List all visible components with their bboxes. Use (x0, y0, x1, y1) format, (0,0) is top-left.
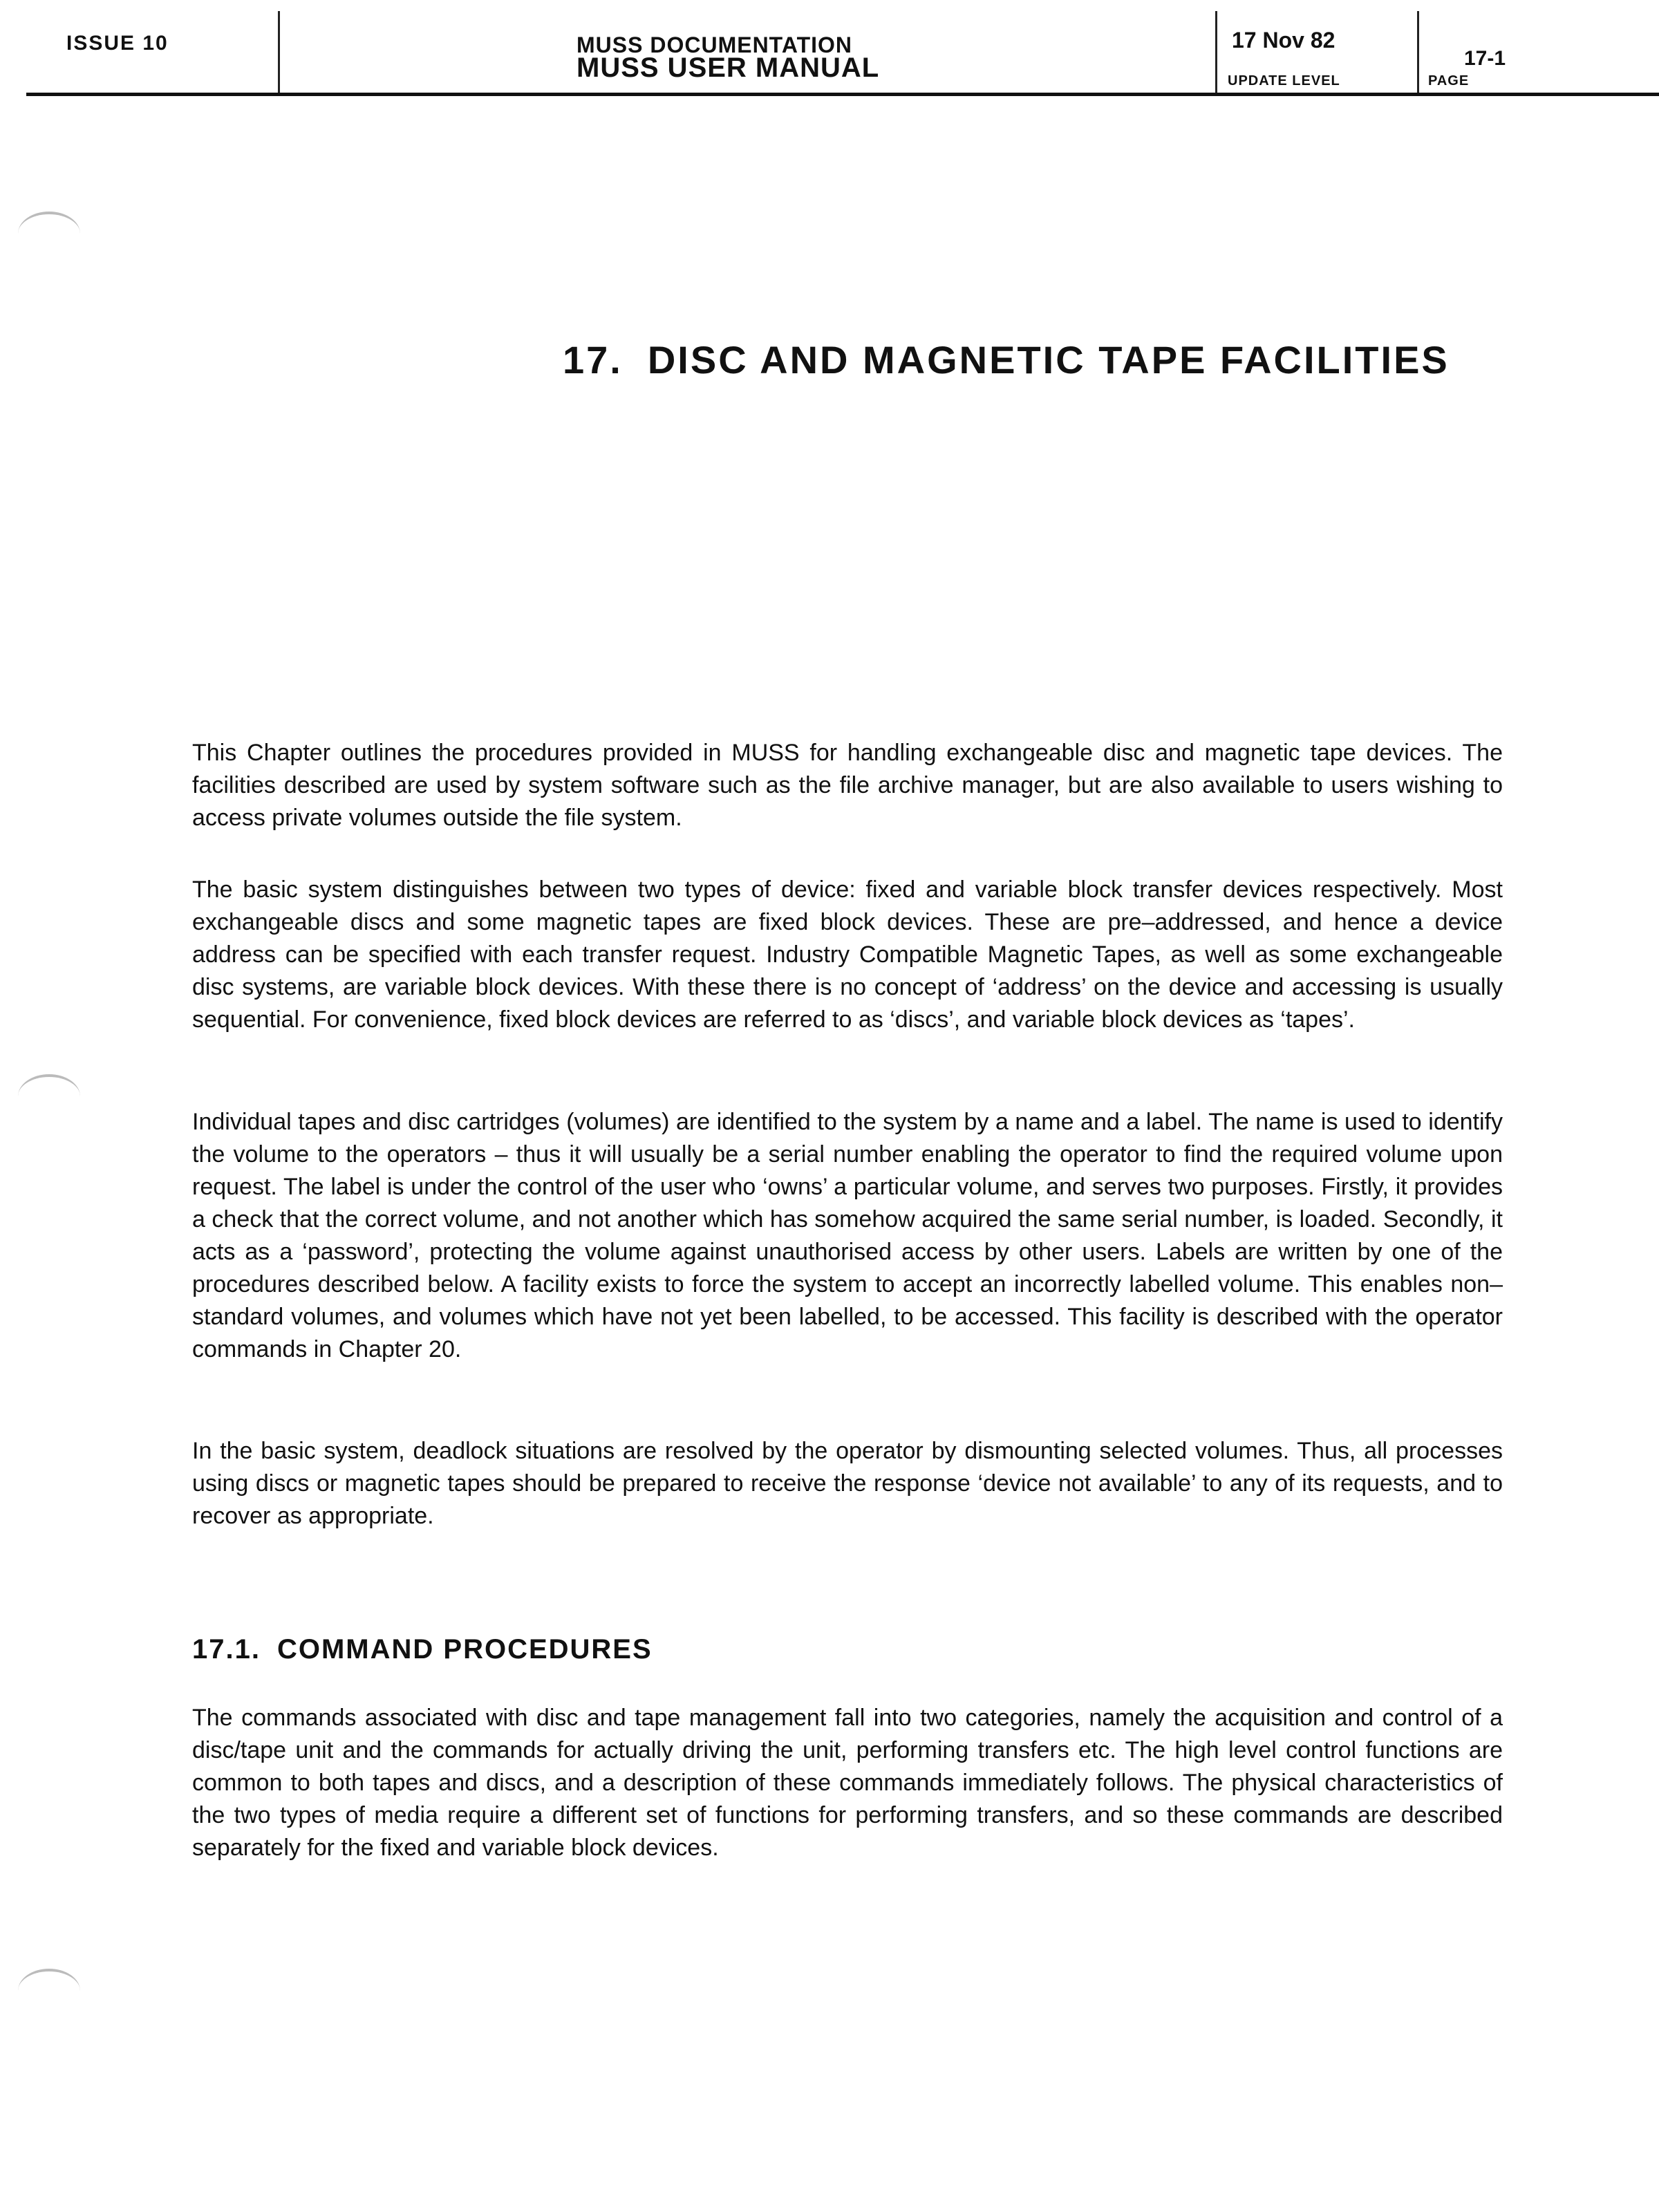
header-rule (26, 93, 1659, 96)
punch-hole-mark (18, 1074, 80, 1118)
header-divider (1215, 11, 1217, 94)
issue-number: ISSUE 10 (66, 32, 169, 55)
section-number: 17.1. (192, 1634, 261, 1665)
punch-hole-mark (18, 1969, 80, 2013)
header-divider (1417, 11, 1419, 94)
chapter-number: 17. (563, 338, 623, 382)
section-paragraph: The commands associated with disc and tape management fall into two categories, namely the acquisition and control of a disc/tape unit and the commands for actually driving the unit, performing transfers etc. The high level control functions are common to both tapes and discs, and a description of these commands immediately follows. The physical characteristics of the two types of media require a different set of functions for performing transfers, and so these commands are described separately for the fixed and variable block devices. (192, 1705, 1503, 1861)
header-divider (278, 11, 280, 94)
punch-hole-mark (18, 212, 80, 256)
page-label: PAGE (1428, 73, 1470, 88)
chapter-title (563, 337, 1450, 382)
update-date: 17 Nov 82 (1232, 28, 1335, 53)
page-header (0, 0, 1659, 97)
body-paragraph: The basic system distinguishes between two types of device: fixed and variable block transfer devices respectively. Most exchangeable discs and some magnetic tapes are fixed block devices. These are pre–addressed, and hence a device address can be specified with each transfer request. Industry Compatible Magnetic Tapes, as well as some exchangeable disc systems, are variable block devices. With these there is no concept of ‘address’ on the device and accessing is usually sequential. For convenience, fixed block devices are referred to as ‘discs’, and variable block devices as ‘tapes’. (192, 877, 1503, 1033)
section-title-text: COMMAND PROCEDURES (276, 1634, 653, 1665)
doc-title: MUSS USER MANUAL (577, 53, 880, 83)
document-title-block (577, 32, 880, 83)
page-number: 17-1 (1464, 47, 1506, 70)
doc-series: MUSS DOCUMENTATION (577, 32, 853, 57)
body-paragraph: In the basic system, deadlock situations are resolved by the operator by dismounting selected volumes. Thus, all processes using discs or magnetic tapes should be prepared to receive the response ‘device not available’ to any of its requests, and to recover as appropriate. (192, 1438, 1503, 1529)
body-paragraph: This Chapter outlines the procedures provided in MUSS for handling exchangeable disc and magnetic tape devices. The facilities described are used by system software such as the file archive manager, but are also available to users wishing to access private volumes outside the file system. (192, 740, 1503, 831)
body-paragraph: Individual tapes and disc cartridges (volumes) are identified to the system by a name and a label. The name is used to identify the volume to the operators – thus it will usually be a serial number enabling the operator to find the required volume upon request. The label is under the control of the user who ‘owns’ a particular volume, and serves two purposes. Firstly, it provides a check that the correct volume, and not another which has somehow acquired the same serial number, is loaded. Secondly, it acts as a ‘password’, protecting the volume against unauthorised access by other users. Labels are written by one of the procedures described below. A facility exists to force the system to accept an incorrectly labelled volume. This enables non–standard volumes, and volumes which have not yet been labelled, to be accessed. This facility is described with the operator commands in Chapter 20. (192, 1109, 1503, 1362)
section-heading (192, 1634, 653, 1665)
update-level-label: UPDATE LEVEL (1228, 73, 1340, 88)
chapter-title-text: DISC AND MAGNETIC TAPE FACILITIES (647, 338, 1450, 382)
